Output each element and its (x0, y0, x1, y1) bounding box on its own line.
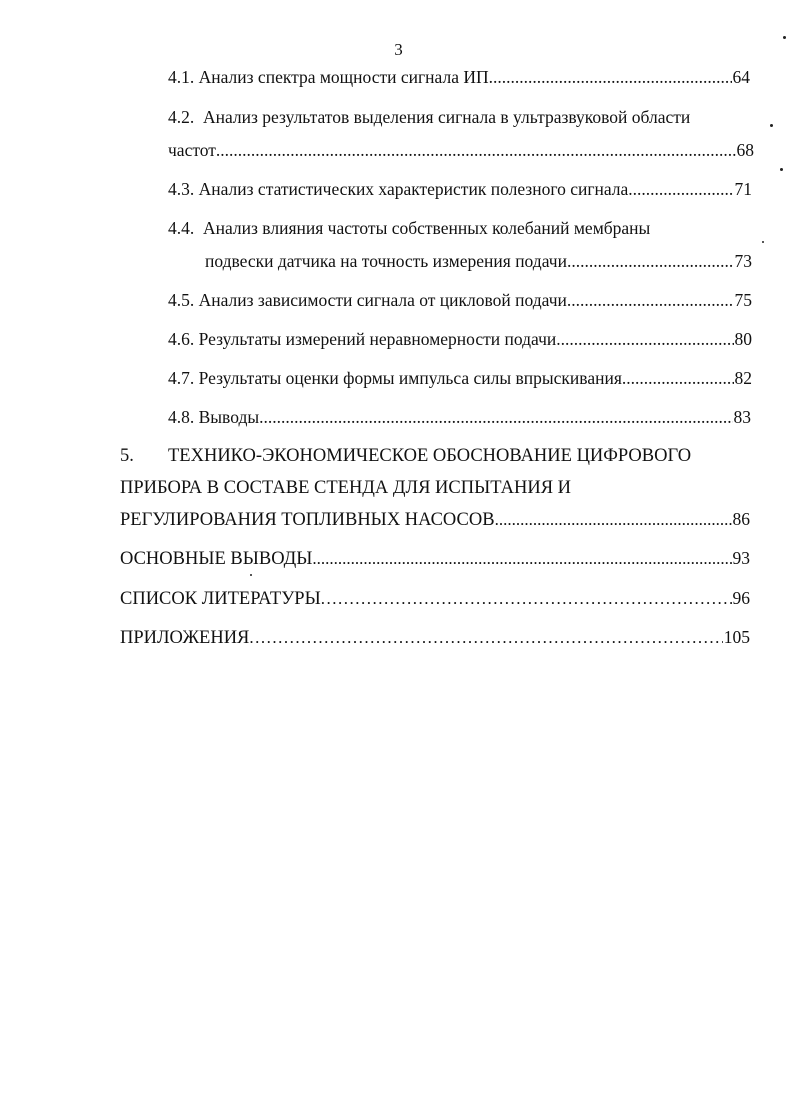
chapter-5-number: 5. (120, 446, 134, 466)
toc-entry-number: 4.7. (168, 368, 195, 388)
toc-entry-4-4-cont (205, 250, 752, 272)
toc-entry-page: 73 (734, 251, 752, 271)
toc-section-conclusions (120, 547, 750, 570)
toc-entry-page: 93 (732, 548, 750, 568)
toc-entry-title: ОСНОВНЫЕ ВЫВОДЫ (120, 549, 313, 569)
toc-entry-page: 105 (723, 627, 750, 647)
toc-entry-4-2-cont (168, 139, 754, 161)
toc-entry-title-cont: частот (168, 140, 216, 160)
toc-entry-page: 64 (732, 67, 750, 87)
toc-entry-4-2 (168, 106, 690, 128)
toc-entry-number: 4.8. (168, 407, 195, 427)
toc-entry-4-5 (168, 289, 752, 311)
toc-section-references (120, 587, 750, 610)
toc-entry-number: 4.5. (168, 290, 195, 310)
leader-dots (628, 178, 733, 200)
toc-entry-page: 96 (732, 588, 750, 608)
toc-entry-title: Результаты оценки формы импульса силы впрыскивания (198, 368, 622, 388)
scan-speck (770, 124, 773, 127)
scan-speck (780, 168, 783, 171)
toc-entry-number: 4.4. (168, 218, 195, 238)
leader-dots (249, 627, 722, 649)
chapter-5-title-line2: ПРИБОРА В СОСТАВЕ СТЕНДА ДЛЯ ИСПЫТАНИЯ И (120, 478, 572, 498)
toc-entry-4-6 (168, 328, 752, 350)
toc-entry-number: 4.3. (168, 179, 195, 199)
toc-entry-page: 86 (732, 509, 750, 529)
toc-entry-title: Выводы (198, 407, 260, 427)
leader-dots (312, 548, 731, 570)
leader-dots (567, 250, 734, 272)
toc-entry-title: РЕГУЛИРОВАНИЯ ТОПЛИВНЫХ НАСОСОВ (120, 510, 495, 530)
leader-dots (622, 367, 734, 389)
toc-entry-title-cont: подвески датчика на точность измерения подачи (205, 251, 567, 271)
leader-dots (216, 139, 736, 161)
toc-entry-number: 4.2. (168, 107, 195, 127)
toc-entry-number: 4.6. (168, 329, 195, 349)
leader-dots (567, 289, 734, 311)
page-number: 3 (394, 40, 403, 59)
toc-entry-4-3 (168, 178, 752, 200)
toc-entry-page: 68 (736, 140, 754, 160)
toc-entry-title: СПИСОК ЛИТЕРАТУРЫ (120, 589, 321, 609)
toc-entry-title: Результаты измерений неравномерности подачи (198, 329, 557, 349)
toc-entry-title: Анализ результатов выделения сигнала в ультразвуковой области (203, 107, 691, 127)
toc-entry-title: Анализ статистических характеристик полезного сигнала (198, 179, 629, 199)
scan-speck (762, 241, 764, 243)
leader-dots (259, 406, 732, 428)
leader-dots (495, 509, 732, 531)
toc-entry-4-1 (168, 66, 750, 88)
toc-entry-title: Анализ спектра мощности сигнала ИП (198, 67, 489, 87)
toc-section-appendices (120, 626, 750, 649)
chapter-5-title-line1: ТЕХНИКО-ЭКОНОМИЧЕСКОЕ ОБОСНОВАНИЕ ЦИФРОВОГО (168, 446, 692, 466)
leader-dots (489, 66, 732, 88)
toc-entry-page: 71 (734, 179, 752, 199)
toc-entry-number: 4.1. (168, 67, 195, 87)
toc-entry-page: 82 (734, 368, 752, 388)
chapter-5-title-line3 (120, 508, 750, 531)
scan-speck (250, 574, 252, 576)
toc-entry-title: Анализ влияния частоты собственных колебаний мембраны (203, 218, 651, 238)
toc-entry-page: 83 (733, 407, 751, 427)
toc-entry-title: ПРИЛОЖЕНИЯ (120, 628, 250, 648)
toc-entry-4-4 (168, 217, 650, 239)
toc-entry-4-8 (168, 406, 751, 428)
leader-dots (556, 328, 733, 350)
toc-entry-4-7 (168, 367, 752, 389)
scan-speck (783, 36, 786, 39)
toc-entry-page: 75 (734, 290, 752, 310)
toc-entry-title: Анализ зависимости сигнала от цикловой подачи (198, 290, 567, 310)
toc-entry-page: 80 (734, 329, 752, 349)
leader-dots (321, 588, 732, 610)
